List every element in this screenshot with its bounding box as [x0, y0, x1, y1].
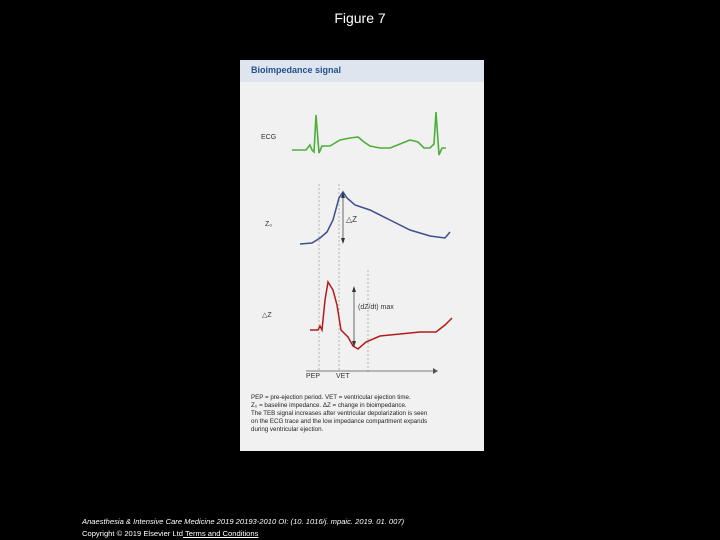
z0-label: Z₀: [265, 221, 273, 228]
caption-line: The TEB signal increases after ventricular depolarization is seen: [251, 410, 428, 417]
ecg-trace: [292, 112, 446, 155]
dz-label: △Z: [262, 312, 272, 319]
copyright-line: [82, 528, 404, 540]
caption-line: Z₀ = baseline impedance. ΔZ = change in bioimpedance.: [251, 402, 407, 409]
ecg-label: ECG: [261, 134, 277, 141]
slide-footer: [82, 516, 404, 540]
delta-z-annotation: △Z: [346, 215, 358, 224]
source-citation: Anaesthesia & Intensive Care Medicine 2019 20193-2010 OI: (10. 1016/j. mpaic. 2019. 01. 007): [82, 517, 405, 526]
terms-link[interactable]: Terms and Conditions: [183, 529, 259, 538]
caption-line: during ventricular ejection.: [251, 426, 324, 433]
bioimpedance-figure: [240, 60, 484, 451]
z0-trace: [300, 192, 450, 244]
vet-axis-label: VET: [336, 373, 350, 380]
slide-title: Figure 7: [334, 10, 386, 26]
figure-header-title: Bioimpedance signal: [251, 65, 342, 75]
figure-caption: [251, 394, 479, 434]
dz-trace: [310, 282, 452, 349]
caption-line: on the ECG trace and the low impedance compartment expands: [251, 418, 428, 425]
signal-graph: [240, 60, 484, 451]
caption-line: PEP = pre-ejection period. VET = ventricular ejection time.: [251, 394, 411, 401]
copyright-text: Copyright © 2019 Elsevier Ltd: [82, 529, 183, 538]
dzdt-annotation: (dZ/dt) max: [358, 304, 394, 311]
pep-axis-label: PEP: [306, 373, 321, 380]
